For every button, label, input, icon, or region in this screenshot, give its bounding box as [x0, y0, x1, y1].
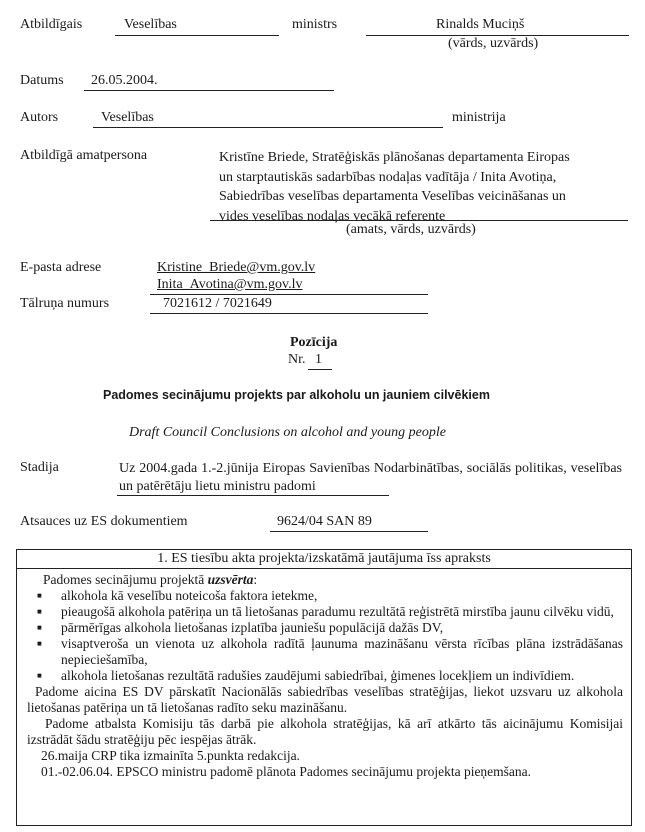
pozicija-nr-label: Nr. [288, 352, 306, 367]
bullet-item: ■ alkohola lietošanas rezultātā radušies zaudējumi sabiedrībai, ģimenes locekļiem un indivīdiem. [27, 668, 623, 684]
bullet-item: ■ pieaugošā alkohola patēriņa un tā lietošanas paradumu rezultātā reģistrētā mirstība jaunu cilvēku vidū, [27, 604, 623, 620]
amatpersona-text [219, 148, 621, 226]
ministrs-label: ministrs [292, 17, 338, 32]
atsauces-underline [270, 531, 428, 532]
intro-prefix: Padomes secinājumu projektā [43, 572, 205, 587]
section1-intro [27, 572, 623, 588]
amatpersona-line: vides veselības nodaļas vecākā referente [219, 208, 446, 224]
section1-bullets [27, 588, 623, 684]
section1-header: 1. ES tiesību akta projekta/izskatāmā jautājuma īss apraksts [17, 550, 631, 569]
email-link-briede[interactable]: Kristine_Briede@vm.gov.lv [157, 260, 316, 275]
autors-underline [93, 127, 443, 128]
talrunis-value: 7021612 / 7021649 [163, 296, 272, 311]
amatpersona-line: Kristīne Briede, Stratēģiskās plānošanas departamenta Eiropas [219, 150, 570, 165]
section1-para1: Padome aicina ES DV pārskatīt Nacionālās sabiedrības veselības stratēģijas, liekot uzsvaru uz alkohola lietošanas patēriņa un tā lietošanas radīto seku mazināšanu. [27, 684, 623, 715]
atbildigais-underline [115, 35, 279, 36]
atsauces-value: 9624/04 SAN 89 [277, 514, 372, 529]
amatpersona-underline [210, 220, 628, 221]
stadija-text: Uz 2004.gada 1.-2.jūnija Eiropas Savienības Nodarbinātības, sociālās politikas, veselības un patērētāju lietu ministru padomi [119, 461, 622, 494]
datums-label: Datums [20, 73, 64, 88]
section1-box [16, 549, 632, 826]
talrunis-underline [150, 313, 428, 314]
intro-emph: uzsvērta [207, 572, 254, 587]
bullet-item: ■ alkohola kā veselību noteicoša faktora ietekme, [27, 588, 623, 604]
stadija-label: Stadija [20, 460, 59, 475]
epasts-underline [150, 294, 428, 295]
ministrs-name: Rinalds Muciņš [436, 17, 525, 32]
section1-body [17, 569, 631, 780]
talrunis-label: Tālruņa numurs [20, 296, 110, 311]
project-title-en: Draft Council Conclusions on alcohol and young people [129, 425, 446, 440]
vards-hint: (vārds, uzvārds) [448, 36, 539, 51]
stadija-underline [117, 495, 389, 496]
atsauces-label: Atsauces uz ES dokumentiem [20, 514, 188, 529]
amatpersona-hint: (amats, vārds, uzvārds) [346, 222, 476, 237]
datums-value: 26.05.2004. [91, 73, 158, 88]
autors-label: Autors [20, 110, 59, 125]
pozicija-title: Pozīcija [290, 335, 338, 350]
autors-value: Veselības [101, 110, 154, 125]
intro-suffix: : [253, 572, 258, 587]
epasts-label: E-pasta adrese [20, 260, 102, 275]
project-title-lv: Padomes secinājumu projekts par alkoholu un jauniem cilvēkiem [103, 388, 490, 402]
atbildigais-value: Veselības [124, 17, 177, 32]
amatpersona-line: Sabiedrības veselības departamenta Veselības veicināšanas un [219, 189, 566, 204]
bullet-item: ■ visaptveroša un vienota uz alkohola radītā ļaunuma mazināšanu vērsta rīcības plāna izstrādāšanas nepieciešamība, [27, 636, 623, 668]
section1-para4: 01.-02.06.04. EPSCO ministru padomē plānota Padomes secinājumu projekta pieņemšana. [41, 764, 532, 779]
datums-underline [84, 90, 334, 91]
section1-para3: 26.maija CRP tika izmainīta 5.punkta redakcija. [41, 748, 300, 763]
pozicija-nr-value: 1 [315, 352, 322, 367]
section1-para2: Padome atbalsta Komisiju tās darbā pie alkohola stratēģijas, kā arī atkārto tās aicinājumu Komisijai izstrādāt šādu stratēģiju pēc iespējas ātrāk. [27, 716, 623, 747]
atbildigais-label: Atbildīgais [20, 17, 83, 32]
bullet-item: ■ pārmērīgas alkohola lietošanas izplatība jauniešu populācijā dažās DV, [27, 620, 623, 636]
amatpersona-line: un starptautiskās sadarbības nodaļas vadītāja / Inita Avotiņa, [219, 169, 557, 185]
ministrija-label: ministrija [452, 110, 506, 125]
pozicija-nr-underline [308, 369, 332, 370]
amatpersona-label: Atbildīgā amatpersona [20, 148, 148, 163]
email-link-avotina[interactable]: Inita_Avotina@vm.gov.lv [157, 277, 303, 292]
